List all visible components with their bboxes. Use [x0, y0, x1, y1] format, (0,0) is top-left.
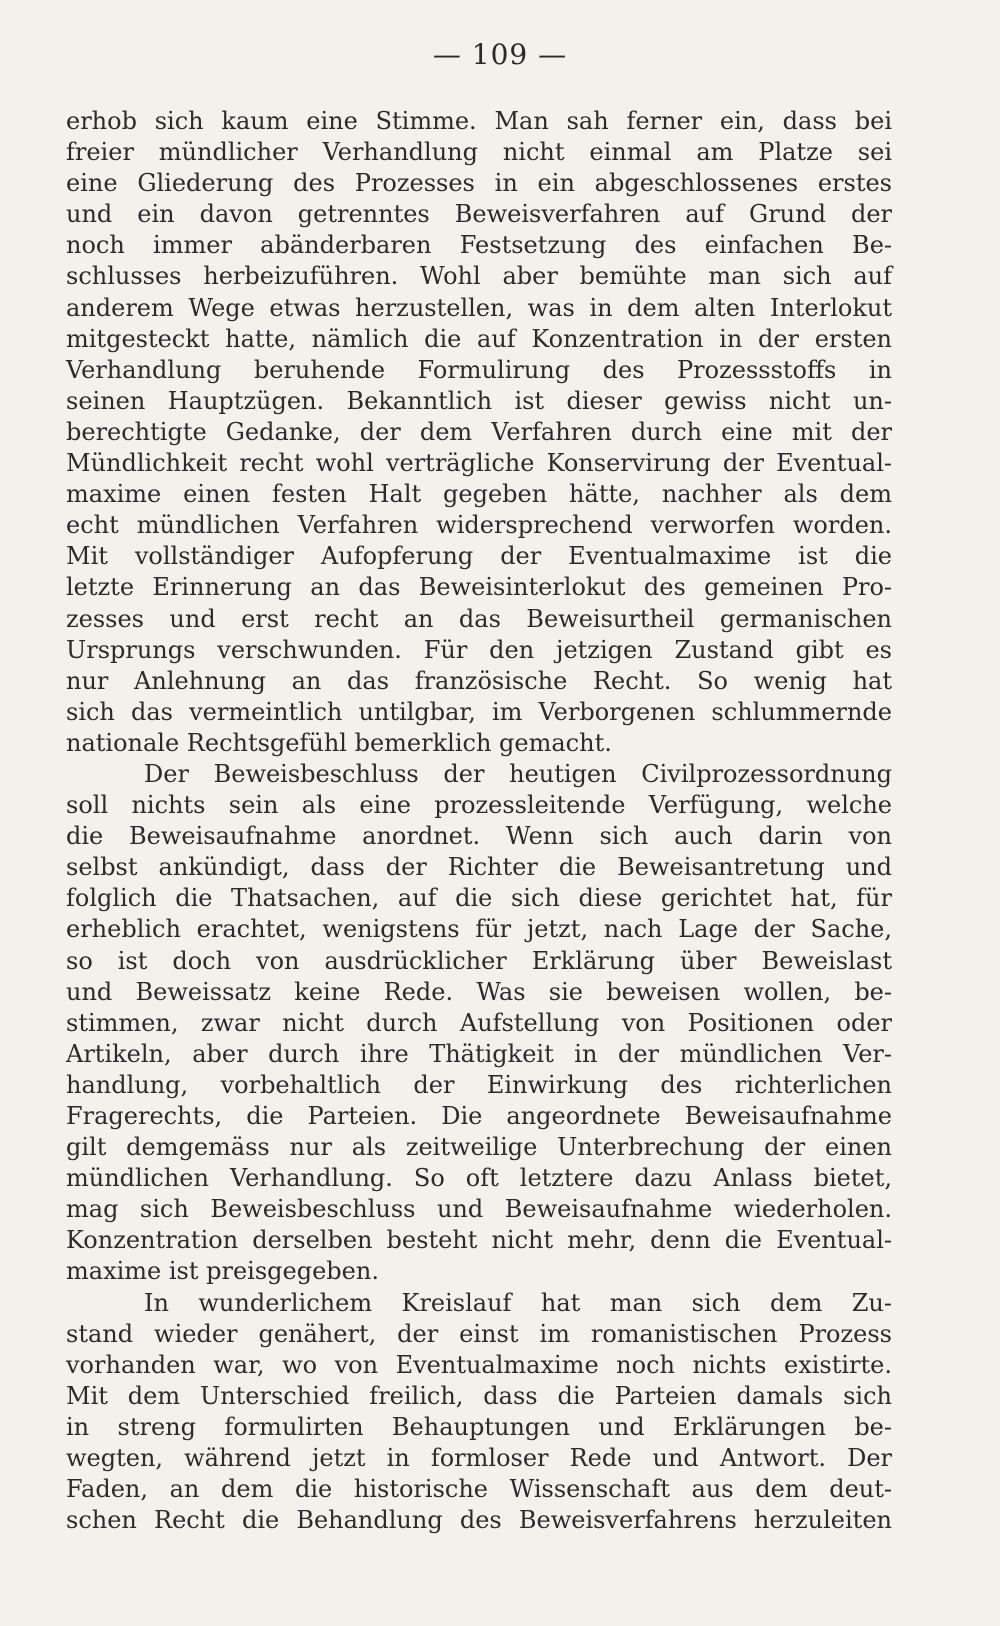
- text-line: nur Anlehnung an das französische Recht. So wenig hat: [66, 666, 892, 695]
- text-line: zesses und erst recht an das Beweisurtheil germanischen: [66, 604, 892, 633]
- text-line: seinen Hauptzügen. Bekanntlich ist dieser gewiss nicht un-: [66, 386, 892, 415]
- text-line: erhob sich kaum eine Stimme. Man sah ferner ein, dass bei: [66, 107, 892, 135]
- text-line: mag sich Beweisbeschluss und Beweisaufnahme wiederholen.: [66, 1195, 892, 1224]
- text-line: gilt demgemäss nur als zeitweilige Unterbrechung der einen: [66, 1133, 892, 1162]
- text-line: die Beweisaufnahme anordnet. Wenn sich auch darin von: [66, 822, 892, 851]
- text-line: in streng formulirten Behauptungen und Erklärungen be-: [66, 1412, 892, 1441]
- text-line: und Beweissatz keine Rede. Was sie beweisen wollen, be-: [66, 977, 892, 1006]
- paragraph-end-line: maxime ist preisgegeben.: [66, 1257, 379, 1286]
- paragraph-start-line: Der Beweisbeschluss der heutigen Civilprozessordnung: [144, 759, 892, 788]
- text-line: stand wieder genähert, der einst im romanistischen Prozess: [66, 1319, 892, 1348]
- text-line: Fragerechts, die Parteien. Die angeordnete Beweisaufnahme: [66, 1102, 892, 1130]
- text-line: und ein davon getrenntes Beweisverfahren auf Grund der: [66, 200, 892, 229]
- text-line: wegten, während jetzt in formloser Rede und Antwort. Der: [66, 1444, 892, 1473]
- text-line: erheblich erachtet, wenigstens für jetzt, nach Lage der Sache,: [66, 915, 892, 944]
- text-line: handlung, vorbehaltlich der Einwirkung des richterlichen: [66, 1070, 892, 1099]
- text-line: freier mündlicher Verhandlung nicht einmal am Platze sei: [66, 138, 892, 167]
- text-line: eine Gliederung des Prozesses in ein abgeschlossenes erstes: [66, 169, 892, 198]
- text-line: maxime einen festen Halt gegeben hätte, nachher als dem: [66, 480, 892, 509]
- text-line: folglich die Thatsachen, auf die sich diese gerichtet hat, für: [66, 884, 892, 913]
- text-line: Verhandlung beruhende Formulirung des Prozessstoffs in: [66, 355, 892, 384]
- text-line: schen Recht die Behandlung des Beweisverfahrens herzuleiten: [66, 1506, 892, 1535]
- paragraph-end-line: nationale Rechtsgefühl bemerklich gemacht.: [66, 728, 612, 757]
- text-line: schlusses herbeizuführen. Wohl aber bemühte man sich auf: [66, 262, 892, 291]
- text-line: noch immer abänderbaren Festsetzung des einfachen Be-: [66, 231, 892, 260]
- text-line: mündlichen Verhandlung. So oft letztere dazu Anlass bietet,: [66, 1164, 892, 1193]
- text-line: Mit vollständiger Aufopferung der Eventualmaxime ist die: [66, 542, 892, 571]
- text-line: selbst ankündigt, dass der Richter die Beweisantretung und: [66, 853, 892, 882]
- text-line: mitgesteckt hatte, nämlich die auf Konzentration in der ersten: [66, 324, 892, 353]
- text-line: sich das vermeintlich untilgbar, im Verborgenen schlummernde: [66, 697, 892, 726]
- text-line: echt mündlichen Verfahren widersprechend verworfen worden.: [66, 511, 892, 540]
- text-line: Faden, an dem die historische Wissenschaft aus dem deut-: [66, 1475, 892, 1504]
- text-line: Ursprungs verschwunden. Für den jetzigen Zustand gibt es: [66, 635, 892, 664]
- text-line: Konzentration derselben besteht nicht mehr, denn die Eventual-: [66, 1226, 892, 1255]
- text-line: Artikeln, aber durch ihre Thätigkeit in der mündlichen Ver-: [66, 1039, 892, 1068]
- text-line: Mündlichkeit recht wohl verträgliche Konservirung der Eventual-: [66, 449, 892, 478]
- text-line: stimmen, zwar nicht durch Aufstellung von Positionen oder: [66, 1008, 892, 1037]
- text-line: so ist doch von ausdrücklicher Erklärung über Beweislast: [66, 946, 892, 975]
- text-line: Mit dem Unterschied freilich, dass die Parteien damals sich: [66, 1381, 892, 1410]
- page-number: — 109 —: [432, 38, 568, 71]
- text-line: letzte Erinnerung an das Beweisinterlokut des gemeinen Pro-: [66, 573, 892, 602]
- text-line: berechtigte Gedanke, der dem Verfahren durch eine mit der: [66, 417, 892, 446]
- text-line: vorhanden war, wo von Eventualmaxime noch nichts existirte.: [66, 1350, 892, 1379]
- text-line: soll nichts sein als eine prozessleitende Verfügung, welche: [66, 791, 892, 820]
- body-text: [66, 106, 892, 1536]
- paragraph-start-line: In wunderlichem Kreislauf hat man sich dem Zu-: [144, 1288, 892, 1317]
- text-line: anderem Wege etwas herzustellen, was in dem alten Interlokut: [66, 293, 892, 322]
